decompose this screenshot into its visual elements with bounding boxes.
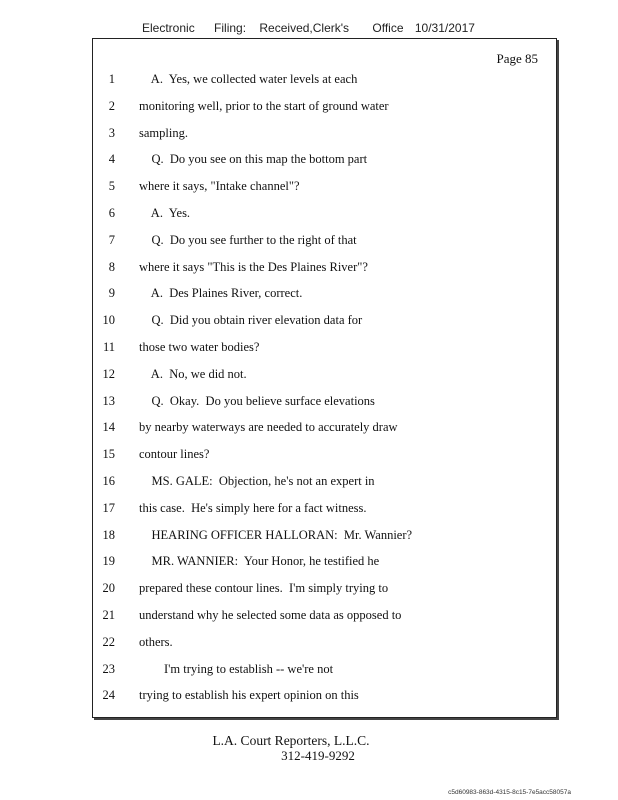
line-text: HEARING OFFICER HALLORAN: Mr. Wannier?	[139, 527, 413, 542]
filing-received: Received,Clerk's	[259, 21, 350, 35]
line-number: 1	[108, 72, 115, 86]
filing-stamp-header	[142, 21, 475, 35]
transcript-line	[93, 152, 556, 170]
line-text: sampling.	[139, 125, 188, 140]
transcript-line	[93, 554, 556, 572]
line-text: understand why he selected some data as opposed to	[139, 608, 402, 622]
transcript-line	[93, 581, 556, 599]
line-number: 14	[102, 420, 115, 435]
transcript-line	[93, 206, 556, 224]
transcript-line	[93, 662, 556, 680]
page-number: Page 85	[496, 51, 538, 66]
line-number: 22	[102, 634, 115, 649]
line-text: Q. Okay. Do you believe surface elevations	[139, 393, 375, 408]
transcript-line	[93, 72, 556, 90]
line-number: 17	[102, 500, 115, 515]
transcript-line	[93, 367, 556, 385]
transcript-line	[93, 420, 556, 438]
line-text: Q. Do you see further to the right of that	[139, 232, 357, 247]
reporter-phone: 312-419-9292	[281, 748, 355, 763]
transcript-line	[93, 608, 556, 626]
line-number: 5	[108, 179, 115, 194]
transcript-line	[93, 286, 556, 304]
line-number: 7	[108, 232, 115, 247]
transcript-line	[93, 126, 556, 144]
line-number: 8	[108, 259, 115, 274]
line-number: 6	[108, 206, 115, 220]
line-text: Q. Do you see on this map the bottom part	[139, 152, 368, 167]
transcript-line	[93, 635, 556, 653]
document-id: c5d60983-863d-4315-8c15-7e5acc58057a	[448, 789, 571, 796]
transcript-line	[93, 179, 556, 197]
line-number: 20	[102, 581, 115, 596]
line-number: 16	[102, 474, 115, 488]
filing-electronic: Electronic	[142, 21, 195, 35]
line-text: MR. WANNIER: Your Honor, he testified he	[139, 554, 380, 569]
line-text: contour lines?	[139, 447, 210, 462]
line-number: 23	[102, 661, 115, 676]
line-number: 10	[102, 313, 115, 328]
transcript-line	[93, 688, 556, 706]
transcript-line	[93, 233, 556, 251]
line-number: 9	[108, 286, 115, 301]
line-text: this case. He's simply here for a fact witness.	[139, 500, 367, 515]
line-text: where it says "This is the Des Plaines River"?	[139, 259, 368, 274]
filing-office: Office	[372, 21, 404, 35]
line-number: 2	[108, 98, 115, 113]
transcript-line	[93, 394, 556, 412]
line-text: by nearby waterways are needed to accurately draw	[139, 420, 398, 435]
line-text: A. No, we did not.	[139, 366, 247, 381]
transcript-line	[93, 474, 556, 492]
line-number: 18	[102, 527, 115, 542]
line-text: A. Yes.	[139, 206, 191, 220]
filing-date: 10/31/2017	[414, 21, 475, 35]
line-number: 4	[108, 152, 115, 167]
transcript-line	[93, 501, 556, 519]
line-text: A. Des Plaines River, correct.	[139, 286, 303, 301]
filing-label: Filing:	[214, 21, 247, 35]
line-text: MS. GALE: Objection, he's not an expert in	[139, 474, 375, 488]
line-number: 24	[102, 688, 115, 703]
line-number: 11	[102, 340, 115, 354]
transcript-line	[93, 528, 556, 546]
line-text: those two water bodies?	[139, 340, 260, 354]
line-text: where it says, "Intake channel"?	[139, 179, 300, 194]
line-number: 13	[102, 393, 115, 408]
line-number: 21	[102, 608, 115, 622]
line-text: others.	[139, 634, 173, 649]
line-text: trying to establish his expert opinion on this	[139, 688, 359, 703]
line-number: 3	[108, 125, 115, 140]
line-number: 19	[102, 554, 115, 569]
line-text: A. Yes, we collected water levels at each	[139, 72, 358, 86]
transcript-line	[93, 260, 556, 278]
line-text: Q. Did you obtain river elevation data for	[139, 313, 363, 328]
line-number: 15	[102, 447, 115, 462]
transcript-line	[93, 313, 556, 331]
transcript-line	[93, 99, 556, 117]
line-number: 12	[102, 366, 115, 381]
line-text: monitoring well, prior to the start of ground water	[139, 98, 389, 113]
line-text: prepared these contour lines. I'm simply trying to	[139, 581, 389, 596]
transcript-page	[92, 38, 557, 718]
reporter-firm: L.A. Court Reporters, L.L.C.	[212, 733, 370, 748]
transcript-line	[93, 447, 556, 465]
line-text: I'm trying to establish -- we're not	[139, 661, 334, 676]
transcript-line	[93, 340, 556, 358]
